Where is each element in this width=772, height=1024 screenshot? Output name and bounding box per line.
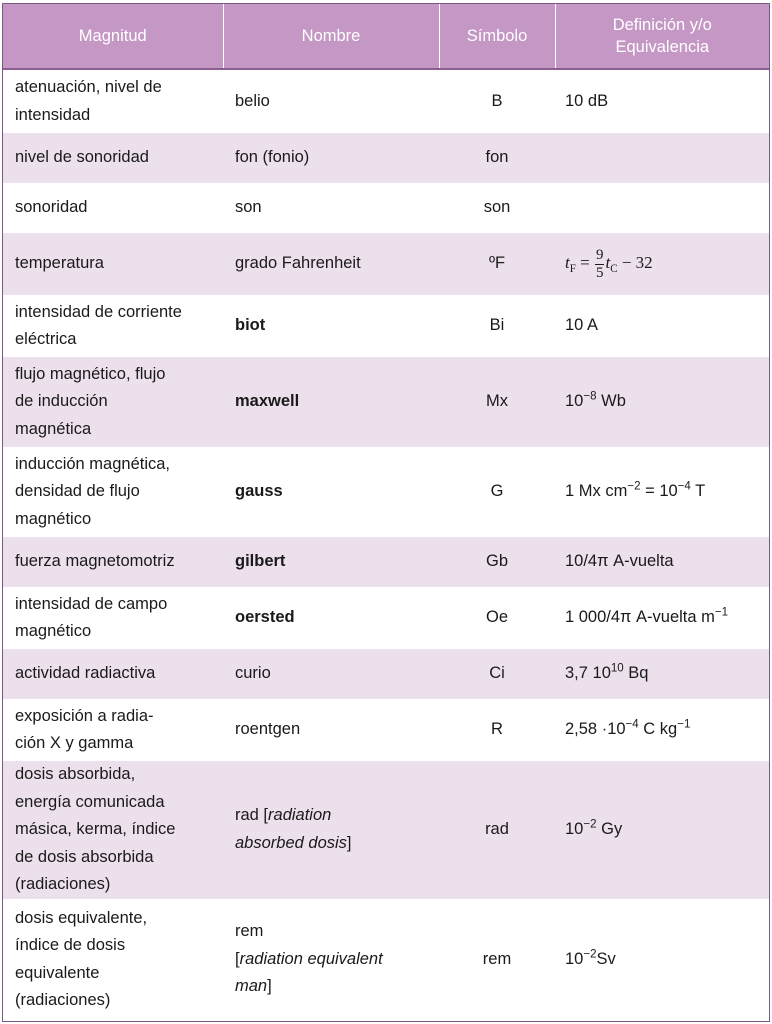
cell-nombre [223, 699, 439, 761]
cell-definicion [555, 69, 769, 133]
formula-fraction [595, 248, 605, 281]
def-b-text: Wb [596, 392, 626, 411]
cell-definicion [555, 295, 769, 357]
magnitud-line: índice de dosis [15, 936, 126, 954]
nombre-text: son [235, 198, 262, 217]
cell-simbolo: G [490, 482, 504, 501]
cell-magnitud [3, 447, 223, 537]
nombre-bracket: ] [346, 833, 352, 852]
cell-magnitud [3, 233, 223, 295]
def-b-text: Gy [596, 820, 623, 838]
magnitud-line: temperatura [15, 254, 104, 273]
header-definicion-line1: Definición y/o [612, 16, 712, 34]
cell-definicion [555, 133, 769, 183]
cell-magnitud [3, 587, 223, 649]
def-a-sup: −1 [714, 606, 729, 619]
magnitud-line: sonoridad [15, 198, 88, 217]
table-row [3, 447, 769, 537]
cell-simbolo: Mx [486, 392, 508, 411]
cell-magnitud [3, 295, 223, 357]
nombre-italic: radiation equivalent [239, 949, 383, 968]
def-a-text: 10 [565, 820, 584, 838]
magnitud-line: intensidad de corriente [15, 302, 182, 321]
magnitud-line: de inducción [15, 392, 108, 411]
def-text: 10/4π A-vuelta [565, 552, 674, 571]
def-a-text: 1 Mx cm [565, 482, 628, 501]
def-b-text: = 10 [640, 482, 678, 501]
table-row [3, 295, 769, 357]
cell-simbolo: B [491, 91, 503, 110]
table-row [3, 649, 769, 699]
nombre-italic: man [235, 977, 268, 996]
nombre-text: fon (fonio) [235, 148, 310, 167]
formula-eq: = [575, 252, 594, 272]
def-a-text: 2,58 ·10 [565, 720, 626, 739]
cell-simbolo: rem [482, 949, 512, 968]
def-a-sup: −4 [625, 718, 639, 731]
table-row [3, 587, 769, 649]
table-row [3, 183, 769, 233]
nombre-bracket: ] [267, 977, 272, 996]
magnitud-line: actividad radiactiva [15, 664, 156, 683]
nombre-text: biot [235, 316, 266, 335]
cell-simbolo: Ci [489, 664, 505, 683]
def-c-text: T [690, 482, 706, 501]
formula-tc: t [605, 252, 611, 272]
nombre-text: gauss [235, 482, 283, 501]
formula-denominator: 5 [595, 264, 604, 281]
nombre-text: belio [235, 91, 270, 110]
cell-nombre [223, 447, 439, 537]
cell-magnitud [3, 69, 223, 133]
nombre-text: maxwell [235, 392, 300, 411]
magnitud-line: exposición a radia- [15, 706, 154, 725]
magnitud-line: (radiaciones) [15, 875, 111, 893]
formula-numerator: 9 [595, 246, 604, 263]
magnitud-line: magnético [15, 509, 92, 528]
magnitud-line: dosis absorbida, [15, 765, 136, 783]
fahrenheit-formula [565, 246, 653, 281]
formula-sub: C [610, 262, 618, 275]
magnitud-line: (radiaciones) [15, 991, 111, 1009]
nombre-text: gilbert [235, 552, 286, 571]
nombre-bracket: [ [235, 949, 240, 968]
nombre-text: oersted [235, 608, 295, 627]
def-b-text: Sv [596, 949, 616, 968]
cell-definicion [555, 537, 769, 587]
table-header [3, 4, 769, 69]
magnitud-line: flujo magnético, flujo [15, 364, 166, 383]
cell-nombre [223, 183, 439, 233]
cell-magnitud [3, 183, 223, 233]
cell-magnitud [3, 699, 223, 761]
def-b-sup: −1 [677, 718, 691, 731]
magnitud-line: ción X y gamma [15, 734, 134, 752]
header-definicion-line2: Equivalencia [615, 38, 710, 56]
formula-tf: t [565, 252, 570, 272]
nombre-text: curio [235, 664, 271, 683]
cell-nombre [223, 133, 439, 183]
cell-definicion [555, 899, 769, 1021]
cell-nombre [223, 233, 439, 295]
def-a-sup: −2 [627, 480, 641, 493]
cell-definicion [555, 233, 769, 295]
cell-definicion [555, 183, 769, 233]
table-row [3, 357, 769, 447]
cell-definicion [555, 357, 769, 447]
header-nombre: Nombre [223, 4, 439, 69]
header-definicion [555, 4, 769, 69]
nombre-text: grado Fahrenheit [235, 254, 361, 273]
cell-simbolo: Gb [485, 552, 508, 571]
magnitud-line: magnética [15, 419, 92, 438]
cell-simbolo: son [483, 198, 511, 217]
table-row [3, 899, 769, 1021]
cell-definicion [555, 447, 769, 537]
def-a-text: 3,7 10 [565, 664, 611, 683]
def-a-sup: 10 [610, 662, 624, 675]
cell-nombre [223, 69, 439, 133]
header-simbolo: Símbolo [439, 4, 555, 69]
nombre-text: roentgen [235, 720, 301, 739]
nombre-italic: absorbed dosis [235, 833, 347, 852]
magnitud-line: energía comunicada [15, 792, 165, 811]
cell-magnitud [3, 357, 223, 447]
cell-nombre [223, 587, 439, 649]
cell-nombre [223, 357, 439, 447]
magnitud-line: dosis equivalente, [15, 908, 148, 927]
cell-magnitud [3, 899, 223, 1021]
nombre-italic: radiation [268, 806, 332, 825]
def-a-text: 1 000/4π A-vuelta m [565, 608, 715, 627]
cell-simbolo: ºF [488, 254, 506, 273]
cell-definicion [555, 587, 769, 649]
table-row [3, 69, 769, 133]
cell-definicion [555, 699, 769, 761]
def-b-text: C kg [638, 720, 678, 739]
cell-magnitud [3, 133, 223, 183]
def-a-text: 10 [565, 392, 584, 411]
def-a-text: 10 [565, 949, 584, 968]
cell-simbolo: Oe [485, 608, 508, 627]
cell-nombre [223, 899, 439, 1021]
formula-sub: F [569, 262, 576, 275]
cell-magnitud [3, 649, 223, 699]
magnitud-line: nivel de sonoridad [15, 148, 149, 167]
def-a-sup: −8 [583, 390, 597, 403]
header-magnitud: Magnitud [3, 4, 223, 69]
cell-nombre [223, 295, 439, 357]
cell-nombre [223, 761, 439, 899]
cell-simbolo: Bi [489, 316, 505, 335]
cell-simbolo: R [491, 720, 503, 739]
cell-definicion [555, 649, 769, 699]
cell-simbolo: fon [485, 148, 509, 167]
magnitud-line: másica, kerma, índice [15, 820, 176, 838]
table-row [3, 537, 769, 587]
cell-magnitud [3, 761, 223, 899]
cell-nombre [223, 649, 439, 699]
table-row [3, 761, 769, 899]
table-row [3, 133, 769, 183]
nombre-text: rem [235, 922, 264, 941]
magnitud-line: intensidad [15, 105, 91, 124]
magnitud-line: magnético [15, 622, 92, 640]
table-body [3, 69, 769, 1021]
magnitud-line: intensidad de campo [15, 594, 168, 613]
def-text: 10 dB [565, 91, 609, 110]
def-b-sup: −4 [677, 480, 691, 493]
magnitud-line: fuerza magnetomotriz [15, 552, 175, 571]
cell-definicion [555, 761, 769, 899]
magnitud-line: atenuación, nivel de [15, 78, 162, 96]
magnitud-line: eléctrica [15, 330, 77, 348]
header-row [3, 4, 769, 69]
magnitud-line: inducción magnética, [15, 454, 171, 473]
magnitud-line: de dosis absorbida [15, 847, 154, 866]
nombre-text: rad [ [235, 806, 269, 825]
cell-simbolo: rad [485, 820, 509, 838]
magnitud-line: densidad de flujo [15, 482, 140, 501]
table-row [3, 233, 769, 295]
cell-magnitud [3, 537, 223, 587]
def-a-sup: −2 [583, 948, 597, 961]
table-row [3, 699, 769, 761]
cell-nombre [223, 537, 439, 587]
def-a-sup: −2 [583, 818, 597, 831]
formula-tail: − 32 [617, 252, 653, 272]
def-text: 10 A [565, 316, 599, 335]
units-table [3, 4, 769, 1021]
magnitud-line: equivalente [15, 963, 100, 982]
def-b-text: Bq [623, 664, 649, 683]
